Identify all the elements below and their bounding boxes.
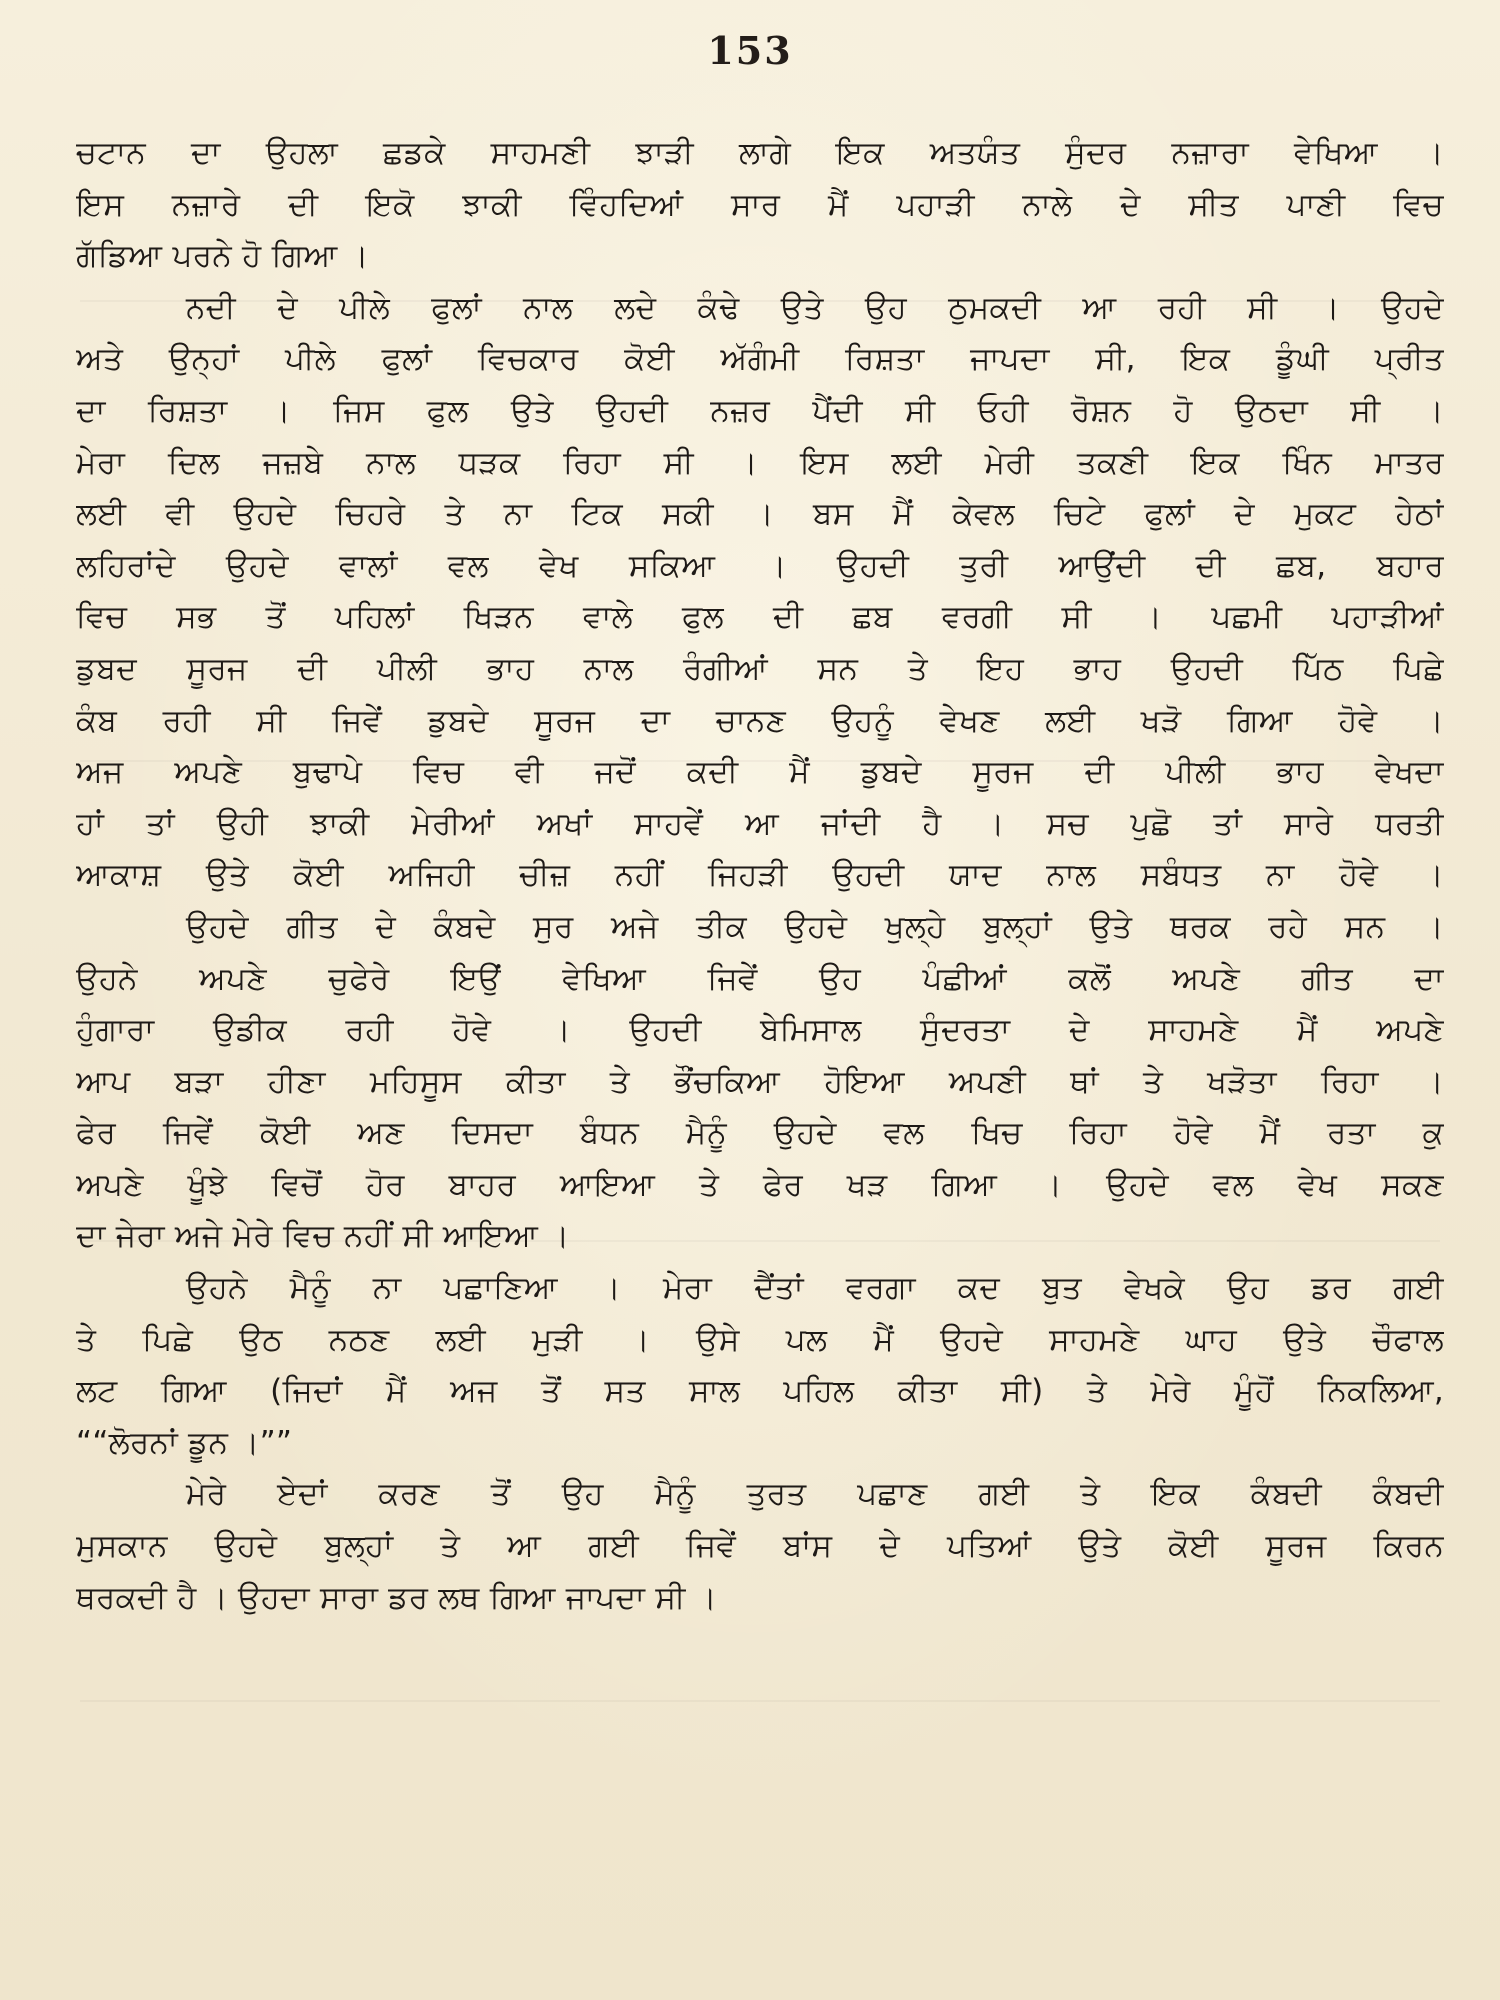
text-line: ਡੁਬਦ ਸੂਰਜ ਦੀ ਪੀਲੀ ਭਾਹ ਨਾਲ ਰੰਗੀਆਂ ਸਨ ਤੇ ਇਹ ਭਾਹ ਉਹਦੀ ਪਿੱਠ ਪਿਛੇ: [76, 650, 1444, 687]
text-line: ਵਿਚ ਸਭ ਤੋਂ ਪਹਿਲਾਂ ਖਿੜਨ ਵਾਲੇ ਫੁਲ ਦੀ ਛਬ ਵਰਗੀ ਸੀ । ਪਛਮੀ ਪਹਾੜੀਆਂ: [76, 599, 1444, 636]
text-line: ਇਸ ਨਜ਼ਾਰੇ ਦੀ ਇਕੋ ਝਾਕੀ ਵਿੰਹਦਿਆਂ ਸਾਰ ਮੈਂ ਪਹਾੜੀ ਨਾਲੇ ਦੇ ਸੀਤ ਪਾਣੀ ਵਿਚ: [76, 186, 1444, 223]
text-line: ਆਪ ਬੜਾ ਹੀਣਾ ਮਹਿਸੂਸ ਕੀਤਾ ਤੇ ਭੌਂਚਕਿਆ ਹੋਇਆ ਅਪਣੀ ਥਾਂ ਤੇ ਖੜੋਤਾ ਰਿਹਾ ।: [76, 1063, 1444, 1100]
text-line: ਮੇਰੇ ਏਦਾਂ ਕਰਣ ਤੋਂ ਉਹ ਮੈਨੂੰ ਤੁਰਤ ਪਛਾਣ ਗਈ ਤੇ ਇਕ ਕੰਬਦੀ ਕੰਬਦੀ: [186, 1476, 1444, 1513]
text-line: ਉਹਨੇ ਮੈਨੂੰ ਨਾ ਪਛਾਣਿਆ । ਮੇਰਾ ਦੈਂਤਾਂ ਵਰਗਾ ਕਦ ਬੁਤ ਵੇਖਕੇ ਉਹ ਡਰ ਗਈ: [186, 1270, 1444, 1307]
text-line: ““ਲੋਰਨਾਂ ਡੂਨ ।””: [76, 1424, 293, 1461]
text-line: ਫੇਰ ਜਿਵੇਂ ਕੋਈ ਅਣ ਦਿਸਦਾ ਬੰਧਨ ਮੈਨੂੰ ਉਹਦੇ ਵਲ ਖਿਚ ਰਿਹਾ ਹੋਵੇ ਮੈਂ ਰਤਾ ਕੁ: [76, 1115, 1444, 1152]
page-number: 153: [707, 28, 793, 73]
text-line: ਹੁੰਗਾਰਾ ਉਡੀਕ ਰਹੀ ਹੋਵੇ । ਉਹਦੀ ਬੇਮਿਸਾਲ ਸੁੰਦਰਤਾ ਦੇ ਸਾਹਮਣੇ ਮੈਂ ਅਪਣੇ: [76, 1012, 1444, 1049]
text-line: ਆਕਾਸ਼ ਉਤੇ ਕੋਈ ਅਜਿਹੀ ਚੀਜ਼ ਨਹੀਂ ਜਿਹੜੀ ਉਹਦੀ ਯਾਦ ਨਾਲ ਸਬੰਧਤ ਨਾ ਹੋਵੇ ।: [76, 857, 1444, 894]
text-line: ਚਟਾਨ ਦਾ ਉਹਲਾ ਛਡਕੇ ਸਾਹਮਣੀ ਝਾੜੀ ਲਾਗੇ ਇਕ ਅਤਯੰਤ ਸੁੰਦਰ ਨਜ਼ਾਰਾ ਵੇਖਿਆ ।: [76, 135, 1444, 171]
text-line: ਥਰਕਦੀ ਹੈ । ਉਹਦਾ ਸਾਰਾ ਡਰ ਲਥ ਗਿਆ ਜਾਪਦਾ ਸੀ ।: [76, 1579, 717, 1616]
text-line: ਕੰਬ ਰਹੀ ਸੀ ਜਿਵੇਂ ਡੁਬਦੇ ਸੂਰਜ ਦਾ ਚਾਨਣ ਉਹਨੂੰ ਵੇਖਣ ਲਈ ਖੜੋ ਗਿਆ ਹੋਵੇ ।: [76, 702, 1444, 739]
text-line: ਅਤੇ ਉਨ੍ਹਾਂ ਪੀਲੇ ਫੁਲਾਂ ਵਿਚਕਾਰ ਕੋਈ ਅੱਗੰਮੀ ਰਿਸ਼ਤਾ ਜਾਪਦਾ ਸੀ, ਇਕ ਡੂੰਘੀ ਪ੍ਰੀਤ: [76, 341, 1444, 378]
text-line: ਤੇ ਪਿਛੇ ਉਠ ਨਠਣ ਲਈ ਮੁੜੀ । ਉਸੇ ਪਲ ਮੈਂ ਉਹਦੇ ਸਾਹਮਣੇ ਘਾਹ ਉਤੇ ਚੌਫਾਲ: [76, 1321, 1444, 1358]
text-line: ਉਹਨੇ ਅਪਣੇ ਚੁਫੇਰੇ ਇਉਂ ਵੇਖਿਆ ਜਿਵੇਂ ਉਹ ਪੰਛੀਆਂ ਕਲੋਂ ਅਪਣੇ ਗੀਤ ਦਾ: [76, 960, 1444, 997]
text-line: ਉਹਦੇ ਗੀਤ ਦੇ ਕੰਬਦੇ ਸੁਰ ਅਜੇ ਤੀਕ ਉਹਦੇ ਖੁਲ੍ਹੇ ਬੁਲ੍ਹਾਂ ਉਤੇ ਥਰਕ ਰਹੇ ਸਨ ।: [186, 908, 1444, 945]
text-line: ਨਦੀ ਦੇ ਪੀਲੇ ਫੁਲਾਂ ਨਾਲ ਲਦੇ ਕੰਢੇ ਉਤੇ ਉਹ ਠੁਮਕਦੀ ਆ ਰਹੀ ਸੀ । ਉਹਦੇ: [186, 289, 1444, 326]
text-line: ਲਹਿਰਾਂਦੇ ਉਹਦੇ ਵਾਲਾਂ ਵਲ ਵੇਖ ਸਕਿਆ । ਉਹਦੀ ਤੁਰੀ ਆਉਂਦੀ ਦੀ ਛਬ, ਬਹਾਰ: [76, 547, 1444, 584]
body-text: [76, 128, 1444, 1624]
text-line: ਅਜ ਅਪਣੇ ਬੁਢਾਪੇ ਵਿਚ ਵੀ ਜਦੋਂ ਕਦੀ ਮੈਂ ਡੁਬਦੇ ਸੂਰਜ ਦੀ ਪੀਲੀ ਭਾਹ ਵੇਖਦਾ: [76, 754, 1444, 791]
text-line: ਲਟ ਗਿਆ (ਜਿਦਾਂ ਮੈਂ ਅਜ ਤੋਂ ਸਤ ਸਾਲ ਪਹਿਲ ਕੀਤਾ ਸੀ) ਤੇ ਮੇਰੇ ਮੂੰਹੋਂ ਨਿਕਲਿਆ,: [76, 1373, 1444, 1410]
text-line: ਮੁਸਕਾਨ ਉਹਦੇ ਬੁਲ੍ਹਾਂ ਤੇ ਆ ਗਈ ਜਿਵੇਂ ਬਾਂਸ ਦੇ ਪਤਿਆਂ ਉਤੇ ਕੋਈ ਸੂਰਜ ਕਿਰਨ: [76, 1528, 1444, 1565]
text-line: ਗੱਡਿਆ ਪਰਨੇ ਹੋ ਗਿਆ ।: [76, 238, 369, 275]
text-line: ਹਾਂ ਤਾਂ ਉਹੀ ਝਾਕੀ ਮੇਰੀਆਂ ਅਖਾਂ ਸਾਹਵੇਂ ਆ ਜਾਂਦੀ ਹੈ । ਸਚ ਪੁਛੋ ਤਾਂ ਸਾਰੇ ਧਰਤੀ: [76, 805, 1444, 842]
text-line: ਦਾ ਰਿਸ਼ਤਾ । ਜਿਸ ਫੁਲ ਉਤੇ ਉਹਦੀ ਨਜ਼ਰ ਪੈਂਦੀ ਸੀ ਓਹੀ ਰੋਸ਼ਨ ਹੋ ਉਠਦਾ ਸੀ ।: [76, 392, 1444, 429]
text-line: ਅਪਣੇ ਖੂੰਝੇ ਵਿਚੋਂ ਹੋਰ ਬਾਹਰ ਆਇਆ ਤੇ ਫੇਰ ਖੜ ਗਿਆ । ਉਹਦੇ ਵਲ ਵੇਖ ਸਕਣ: [76, 1166, 1444, 1203]
bleed-through-mark: [80, 1700, 1440, 1702]
text-line: ਲਈ ਵੀ ਉਹਦੇ ਚਿਹਰੇ ਤੇ ਨਾ ਟਿਕ ਸਕੀ । ਬਸ ਮੈਂ ਕੇਵਲ ਚਿਟੇ ਫੁਲਾਂ ਦੇ ਮੁਕਟ ਹੇਠਾਂ: [76, 496, 1444, 533]
text-line: ਮੇਰਾ ਦਿਲ ਜਜ਼ਬੇ ਨਾਲ ਧੜਕ ਰਿਹਾ ਸੀ । ਇਸ ਲਈ ਮੇਰੀ ਤਕਣੀ ਇਕ ਖਿੰਨ ਮਾਤਰ: [76, 444, 1444, 481]
text-line: ਦਾ ਜੇਰਾ ਅਜੇ ਮੇਰੇ ਵਿਚ ਨਹੀਂ ਸੀ ਆਇਆ ।: [76, 1218, 570, 1255]
